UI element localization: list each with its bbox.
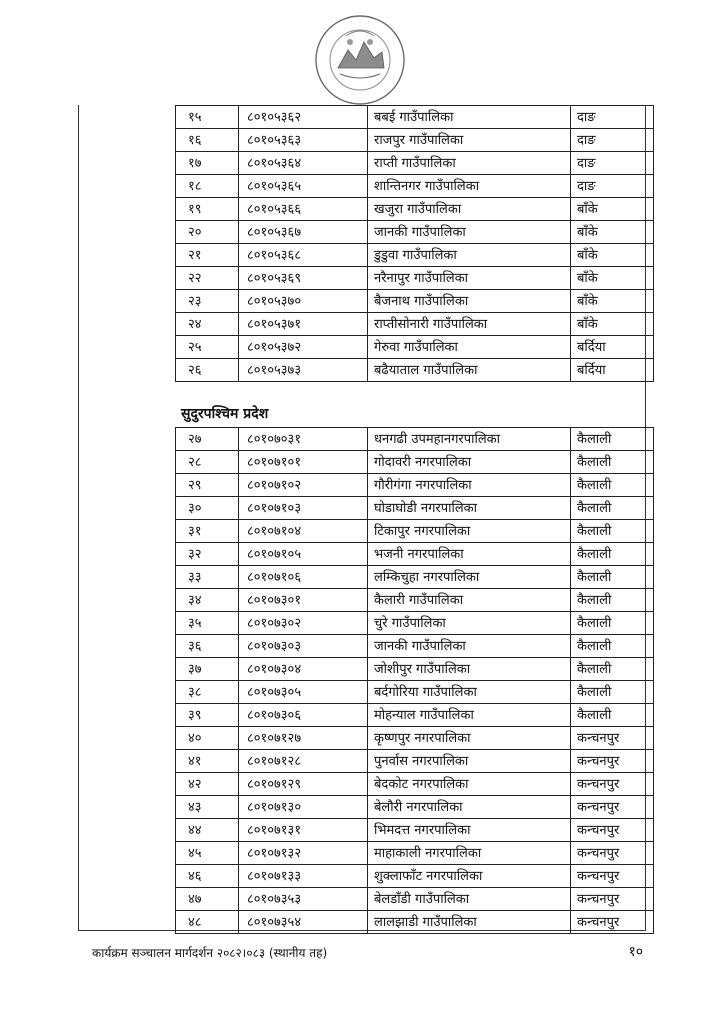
code-cell: ८०१०७१०५ [239,543,368,566]
table-row [176,290,654,313]
code-cell: ८०१०७१०४ [239,520,368,543]
municipality-name-cell: राप्तीसोनारी गाउँपालिका [368,313,571,336]
table-row [176,474,654,497]
table-row [176,543,654,566]
serial-number-cell: १९ [176,198,239,221]
municipality-name-cell: राप्ती गाउँपालिका [368,152,571,175]
municipality-name-cell: भिमदत्त नगरपालिका [368,819,571,842]
municipality-name-cell: राजपुर गाउँपालिका [368,129,571,152]
district-cell: कन्चनपुर [571,750,654,773]
municipality-name-cell: लालझाडी गाउँपालिका [368,911,571,934]
code-cell: ८०१०५३७२ [239,336,368,359]
serial-number-cell: ४५ [176,842,239,865]
code-cell: ८०१०७३०१ [239,589,368,612]
serial-number-cell: २६ [176,359,239,382]
serial-number-cell: २५ [176,336,239,359]
table-row [176,520,654,543]
district-cell: दाङ [571,152,654,175]
municipality-name-cell: शुक्लाफाँट नगरपालिका [368,865,571,888]
municipality-name-cell: टिकापुर नगरपालिका [368,520,571,543]
table-row [176,152,654,175]
footer-text: कार्यक्रम सञ्चालन मार्गदर्शन २०८२।०८३ (स्थानीय तह) [92,946,328,960]
serial-number-cell: ३६ [176,635,239,658]
municipality-name-cell: बेलडाँडी गाउँपालिका [368,888,571,911]
district-cell: कन्चनपुर [571,865,654,888]
code-cell: ८०१०७०३१ [239,428,368,451]
table-row [176,796,654,819]
code-cell: ८०१०७१३१ [239,819,368,842]
municipality-name-cell: लम्किचुहा नगरपालिका [368,566,571,589]
serial-number-cell: ३८ [176,681,239,704]
serial-number-cell: ३० [176,497,239,520]
serial-number-cell: २३ [176,290,239,313]
municipality-name-cell: माहाकाली नगरपालिका [368,842,571,865]
district-cell: कन्चनपुर [571,842,654,865]
municipality-name-cell: गौरीगंगा नगरपालिका [368,474,571,497]
serial-number-cell: ४० [176,727,239,750]
municipality-name-cell: बबई गाउँपालिका [368,106,571,129]
serial-number-cell: १६ [176,129,239,152]
serial-number-cell: ३७ [176,658,239,681]
serial-number-cell: ३३ [176,566,239,589]
district-cell: कन्चनपुर [571,727,654,750]
nepal-government-seal-icon [310,12,410,112]
municipality-name-cell: मोहन्याल गाउँपालिका [368,704,571,727]
serial-number-cell: २७ [176,428,239,451]
table-row [176,773,654,796]
serial-number-cell: ४२ [176,773,239,796]
code-cell: ८०१०७१०१ [239,451,368,474]
serial-number-cell: ३१ [176,520,239,543]
district-cell: बर्दिया [571,359,654,382]
serial-number-cell: ४१ [176,750,239,773]
district-cell: कैलाली [571,566,654,589]
municipality-name-cell: धनगढी उपमहानगरपालिका [368,428,571,451]
municipality-name-cell: नरैनापुर गाउँपालिका [368,267,571,290]
code-cell: ८०१०५३७१ [239,313,368,336]
municipality-name-cell: कृष्णपुर नगरपालिका [368,727,571,750]
serial-number-cell: १७ [176,152,239,175]
table-row [176,428,654,451]
table-row [176,129,654,152]
table-row [176,750,654,773]
code-cell: ८०१०५३६८ [239,244,368,267]
serial-number-cell: ४७ [176,888,239,911]
serial-number-cell: ३९ [176,704,239,727]
serial-number-cell: २१ [176,244,239,267]
table-row [176,566,654,589]
table-row [176,451,654,474]
municipality-name-cell: कैलारी गाउँपालिका [368,589,571,612]
table-row [176,244,654,267]
table-row [176,175,654,198]
district-cell: कैलाली [571,474,654,497]
table-row [176,313,654,336]
municipality-name-cell: गेरुवा गाउँपालिका [368,336,571,359]
municipality-name-cell: बढैयाताल गाउँपालिका [368,359,571,382]
code-cell: ८०१०७३०५ [239,681,368,704]
municipality-name-cell: जोशीपुर गाउँपालिका [368,658,571,681]
table-row [176,681,654,704]
municipality-name-cell: बेदकोट नगरपालिका [368,773,571,796]
district-cell: कन्चनपुर [571,888,654,911]
district-cell: कन्चनपुर [571,796,654,819]
district-cell: दाङ [571,106,654,129]
table-row [176,497,654,520]
district-cell: बाँके [571,313,654,336]
municipality-name-cell: जानकी गाउँपालिका [368,221,571,244]
table-row [176,658,654,681]
municipality-table-bottom [175,427,654,934]
table-row [176,819,654,842]
serial-number-cell: ४४ [176,819,239,842]
serial-number-cell: २८ [176,451,239,474]
table-row [176,865,654,888]
code-cell: ८०१०५३७० [239,290,368,313]
code-cell: ८०१०७१२९ [239,773,368,796]
serial-number-cell: २९ [176,474,239,497]
municipality-name-cell: भजनी नगरपालिका [368,543,571,566]
code-cell: ८०१०५३६९ [239,267,368,290]
municipality-name-cell: शान्तिनगर गाउँपालिका [368,175,571,198]
code-cell: ८०१०७१०३ [239,497,368,520]
code-cell: ८०१०५३६५ [239,175,368,198]
code-cell: ८०१०५३७३ [239,359,368,382]
district-cell: बाँके [571,198,654,221]
district-cell: कैलाली [571,681,654,704]
municipality-table-top [175,105,654,382]
district-cell: कैलाली [571,428,654,451]
table-row [176,267,654,290]
table-row [176,106,654,129]
page-number: १० [628,944,643,960]
municipality-name-cell: चुरे गाउँपालिका [368,612,571,635]
code-cell: ८०१०७३५४ [239,911,368,934]
code-cell: ८०१०७१३३ [239,865,368,888]
district-cell: बाँके [571,290,654,313]
table-row [176,727,654,750]
table-row [176,704,654,727]
code-cell: ८०१०५३६४ [239,152,368,175]
code-cell: ८०१०७१२७ [239,727,368,750]
municipality-name-cell: गोदावरी नगरपालिका [368,451,571,474]
district-cell: कन्चनपुर [571,819,654,842]
table-row [176,336,654,359]
table-row [176,635,654,658]
municipality-name-cell: खजुरा गाउँपालिका [368,198,571,221]
serial-number-cell: २४ [176,313,239,336]
table-row [176,221,654,244]
section-title: सुदुरपश्चिम प्रदेश [181,406,269,422]
code-cell: ८०१०७३०४ [239,658,368,681]
serial-number-cell: १५ [176,106,239,129]
district-cell: कैलाली [571,635,654,658]
municipality-name-cell: बैजनाथ गाउँपालिका [368,290,571,313]
district-cell: कन्चनपुर [571,773,654,796]
table-row [176,198,654,221]
district-cell: कैलाली [571,658,654,681]
code-cell: ८०१०५३६६ [239,198,368,221]
serial-number-cell: १८ [176,175,239,198]
district-cell: बाँके [571,267,654,290]
district-cell: बाँके [571,244,654,267]
district-cell: कैलाली [571,520,654,543]
district-cell: कैलाली [571,451,654,474]
code-cell: ८०१०७३०३ [239,635,368,658]
serial-number-cell: ४८ [176,911,239,934]
code-cell: ८०१०७१०२ [239,474,368,497]
code-cell: ८०१०७३५३ [239,888,368,911]
district-cell: बर्दिया [571,336,654,359]
code-cell: ८०१०७३०२ [239,612,368,635]
serial-number-cell: ३२ [176,543,239,566]
district-cell: कन्चनपुर [571,911,654,934]
code-cell: ८०१०७१०६ [239,566,368,589]
serial-number-cell: ४३ [176,796,239,819]
table-row [176,842,654,865]
municipality-name-cell: पुनर्वास नगरपालिका [368,750,571,773]
serial-number-cell: ३४ [176,589,239,612]
serial-number-cell: ४६ [176,865,239,888]
serial-number-cell: २२ [176,267,239,290]
code-cell: ८०१०५३६२ [239,106,368,129]
municipality-name-cell: जानकी गाउँपालिका [368,635,571,658]
table-row [176,589,654,612]
municipality-name-cell: बेलौरी नगरपालिका [368,796,571,819]
code-cell: ८०१०७१३० [239,796,368,819]
serial-number-cell: २० [176,221,239,244]
district-cell: कैलाली [571,704,654,727]
district-cell: बाँके [571,221,654,244]
district-cell: कैलाली [571,497,654,520]
code-cell: ८०१०७३०६ [239,704,368,727]
code-cell: ८०१०७१२८ [239,750,368,773]
municipality-name-cell: बर्दगोरिया गाउँपालिका [368,681,571,704]
code-cell: ८०१०५३६३ [239,129,368,152]
table-row [176,888,654,911]
municipality-name-cell: घोडाघोडी नगरपालिका [368,497,571,520]
district-cell: दाङ [571,129,654,152]
table-row [176,612,654,635]
code-cell: ८०१०५३६७ [239,221,368,244]
municipality-name-cell: डुडुवा गाउँपालिका [368,244,571,267]
code-cell: ८०१०७१३२ [239,842,368,865]
district-cell: दाङ [571,175,654,198]
district-cell: कैलाली [571,543,654,566]
table-row [176,359,654,382]
table-row [176,911,654,934]
serial-number-cell: ३५ [176,612,239,635]
district-cell: कैलाली [571,612,654,635]
district-cell: कैलाली [571,589,654,612]
